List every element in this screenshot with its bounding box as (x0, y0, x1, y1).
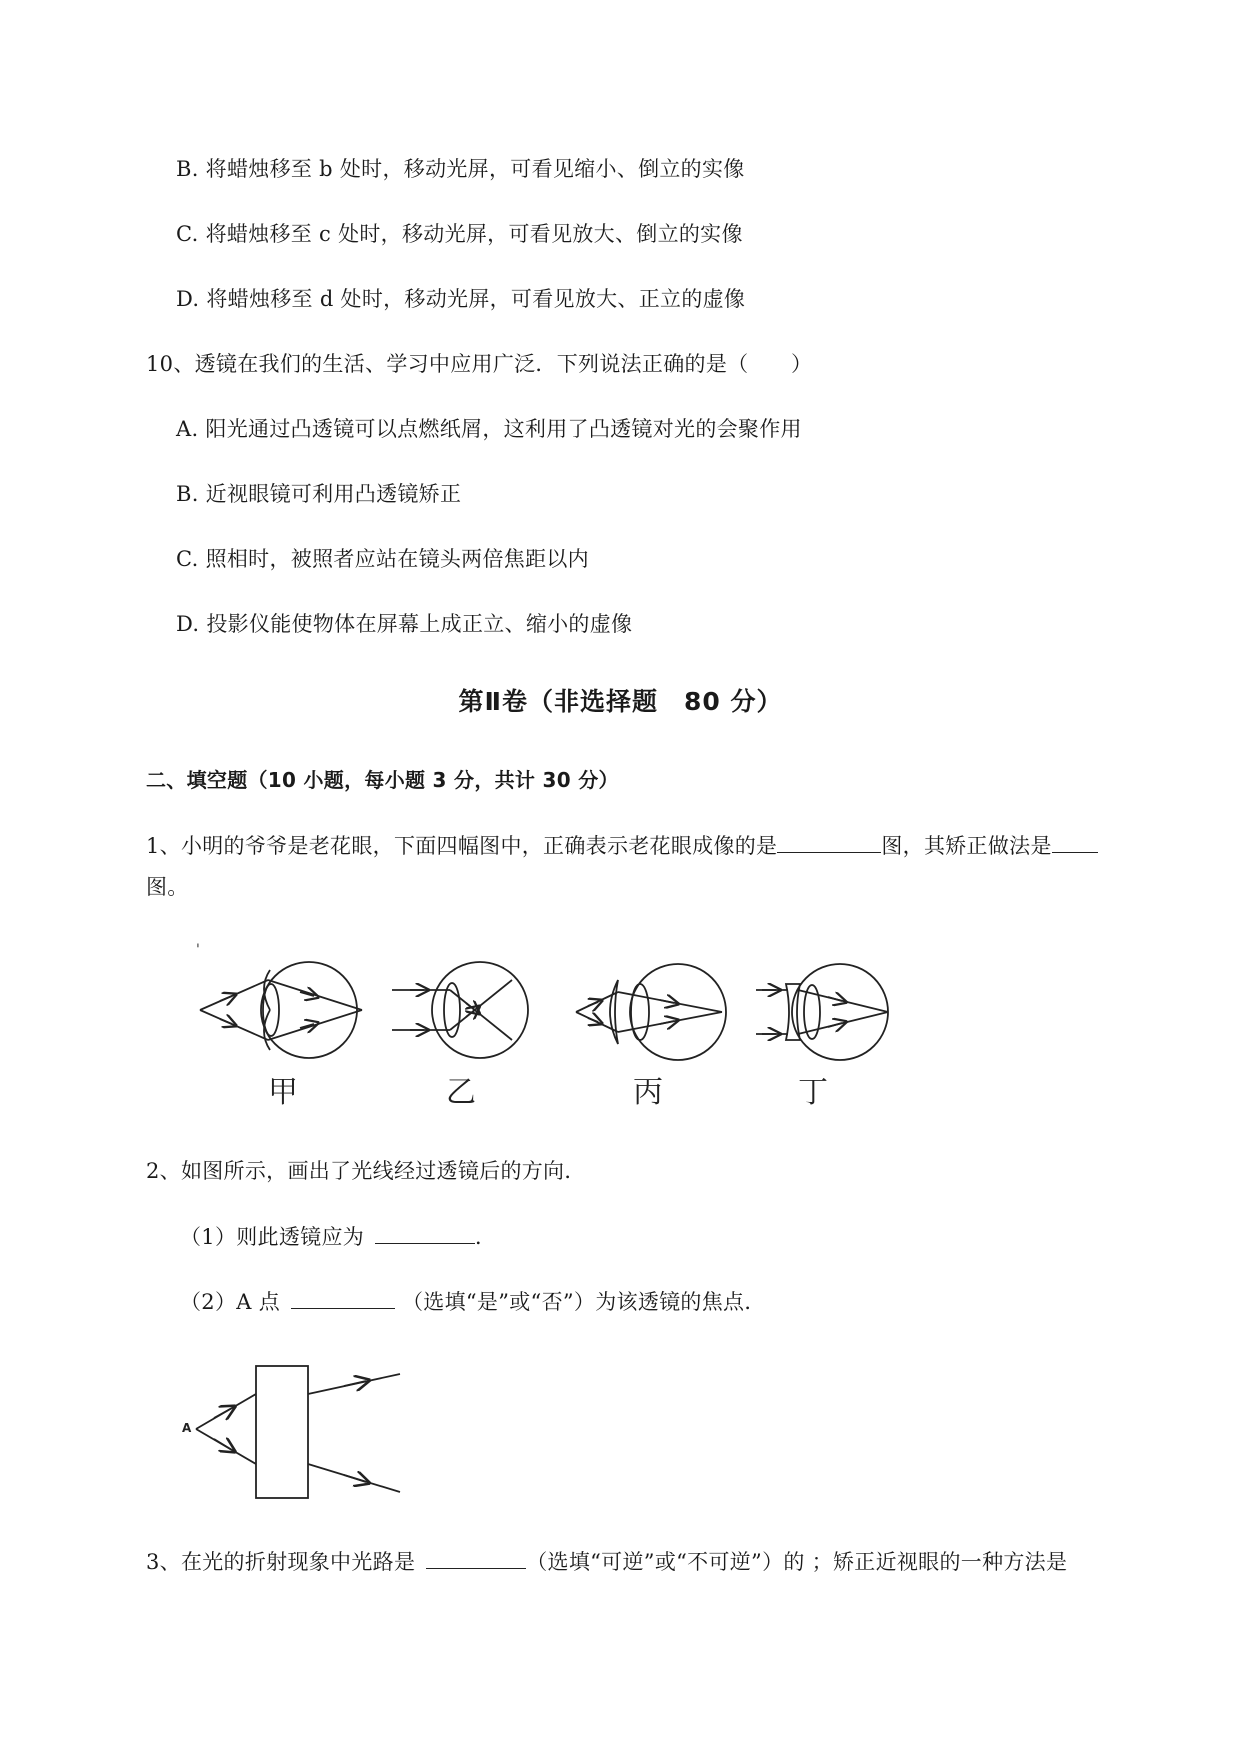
fill2-sub2 (180, 1286, 766, 1317)
fill2-sub1-text: （1）则此透镜应为 (180, 1225, 365, 1249)
fill2-sub2-text: （2）A 点 (180, 1290, 281, 1314)
label-bing: 丙 (633, 1075, 663, 1110)
fill1-text-part1: 1、小明的爷爷是老花眼，下面四幅图中，正确表示老花眼成像的是 (146, 834, 778, 858)
lens-box (256, 1366, 308, 1498)
fill3-text-post: （选填“可逆”或“不可逆”）的 ；矫正近视眼的一种方法是 (526, 1550, 1068, 1574)
q10-option-a: A. 阳光通过凸透镜可以点燃纸屑，这利用了凸透镜对光的会聚作用 (176, 417, 802, 441)
lens-box-figure (170, 1350, 430, 1510)
fill2-sub1-end: ． (475, 1225, 497, 1249)
eye-diagrams-figure (0, 940, 1241, 1110)
point-a-label: A (182, 1421, 192, 1435)
label-jia: 甲 (268, 1075, 298, 1110)
section-heading: 二、填空题（10 小题，每小题 3 分，共计 30 分） (146, 768, 619, 792)
fill1-blank2[interactable] (1052, 830, 1098, 853)
eye-diagram-ding (756, 964, 888, 1060)
fill1-line1 (146, 830, 1098, 861)
eye-diagram-jia (200, 962, 362, 1058)
fill2-sub1-blank[interactable] (375, 1221, 475, 1244)
fill3-line (146, 1546, 1067, 1577)
q9-option-c: C. 将蜡烛移至 c 处时，移动光屏，可看见放大、倒立的实像 (176, 222, 743, 246)
fill2-sub2-end: （选填“是”或“否”）为该透镜的焦点． (401, 1290, 766, 1314)
stray-mark: ' (196, 942, 200, 958)
q9-option-b: B. 将蜡烛移至 b 处时，移动光屏，可看见缩小、倒立的实像 (176, 157, 745, 181)
fill1-text-part2: 图，其矫正做法是 (881, 834, 1052, 858)
label-yi: 乙 (446, 1075, 476, 1110)
q10-stem: 10、透镜在我们的生活、学习中应用广泛．下列说法正确的是（ ） (146, 352, 813, 376)
q10-option-c: C. 照相时，被照者应站在镜头两倍焦距以内 (176, 547, 589, 571)
fill1-blank1[interactable] (777, 830, 881, 853)
fill2-sub1 (180, 1221, 496, 1252)
fill3-text-pre: 3、在光的折射现象中光路是 (146, 1550, 416, 1574)
q10-option-d: D. 投影仪能使物体在屏幕上成正立、缩小的虚像 (176, 612, 633, 636)
fill1-line2: 图。 (146, 875, 189, 899)
fill3-blank[interactable] (426, 1546, 526, 1569)
eye-diagram-bing (576, 964, 726, 1060)
label-ding: 丁 (798, 1075, 828, 1110)
q9-option-d: D. 将蜡烛移至 d 处时，移动光屏，可看见放大、正立的虚像 (176, 287, 746, 311)
q10-option-b: B. 近视眼镜可利用凸透镜矫正 (176, 482, 462, 506)
fill2-sub2-blank[interactable] (291, 1286, 395, 1309)
eye-diagram-yi (392, 962, 528, 1058)
section-title: 第Ⅱ卷（非选择题 80 分） (458, 687, 783, 716)
fill2-stem: 2、如图所示，画出了光线经过透镜后的方向． (146, 1159, 586, 1183)
